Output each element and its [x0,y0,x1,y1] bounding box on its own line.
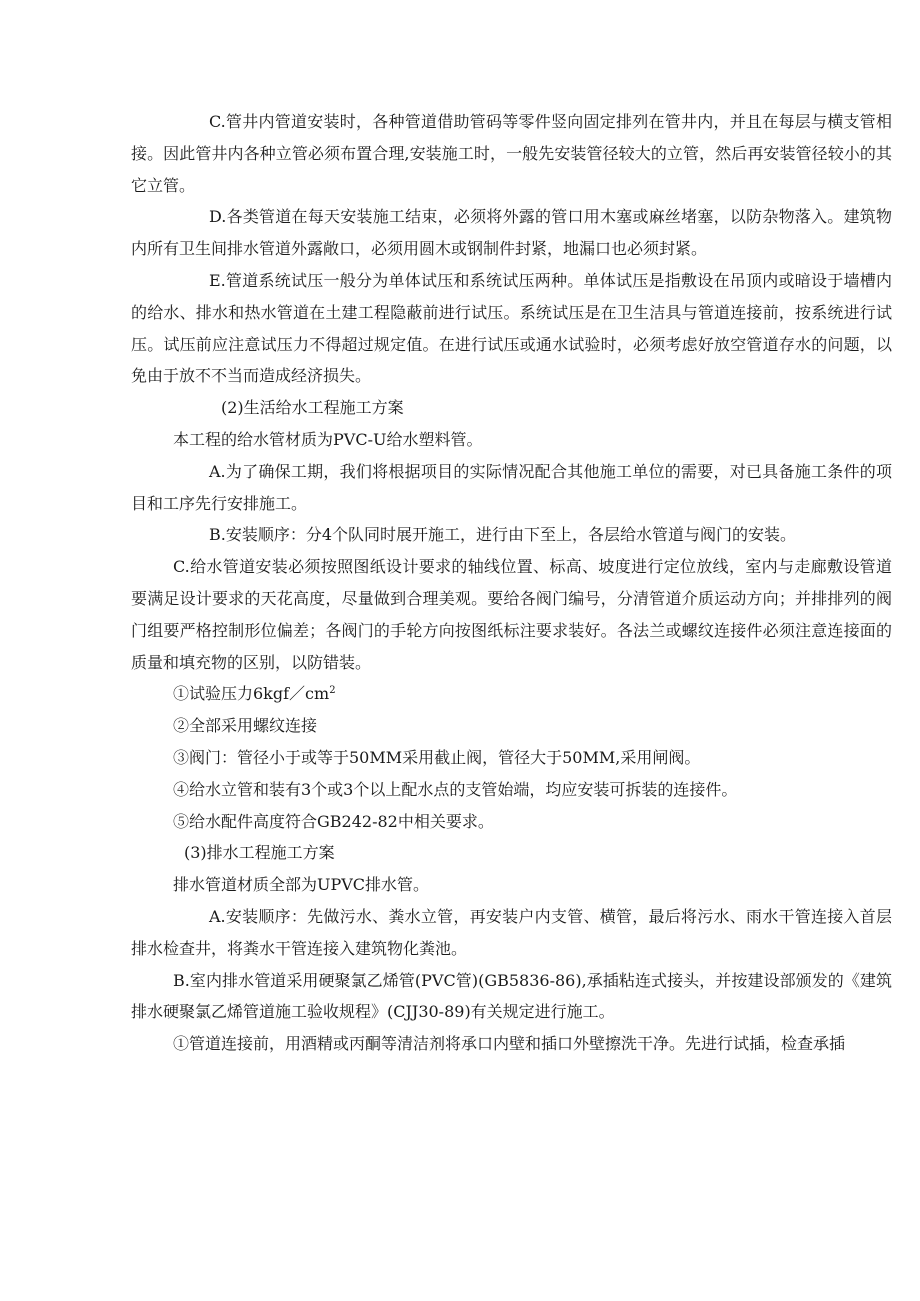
paragraph-d-pipe-sealing: D.各类管道在每天安装施工结束，必须将外露的管口用木塞或麻丝堵塞，以防杂物落入。建筑物内所有卫生间排水管道外露敞口，必须用圆木或钢制件封紧，地漏口也必须封紧。 [131,207,892,259]
paragraph-supply-material: 本工程的给水管材质为PVC-U给水塑料管。 [173,429,483,449]
paragraph-c-shaft-pipes: C.管井内管道安装时，各种管道借助管码等零件竖向固定排列在管井内，并且在每层与横支管相接。因此管井内各种立管必须布置合理,安装施工时，一般先安装管径较大的立管，然后再安装管径较小的其它立管。 [131,112,892,195]
paragraph-e-pressure-test: E.管道系统试压一般分为单体试压和系统试压两种。单体试压是指敷设在吊顶内或暗设于墙槽内的给水、排水和热水管道在土建工程隐蔽前进行试压。系统试压是在卫生洁具与管道连接前，按系统进行试压。试压前应注意试压力不得超过规定值。在进行试压或通水试验时，必须考虑好放空管道存水的问题，以免由于放不不当而造成经济损失。 [131,270,892,386]
paragraph-drain-material: 排水管道材质全部为UPVC排水管。 [173,875,430,895]
paragraph-b-pvc-pipe: B.室内排水管道采用硬聚氯乙烯管(PVC管)(GB5836-86),承插粘连式接头，并按建设部颁发的《建筑排水硬聚氯乙烯管道施工验收规程》(CJJ30-89)有关规定进行施工。 [131,970,892,1022]
list-item-connectors: ④给水立管和装有3个或3个以上配水点的支管始端，均应安装可拆装的连接件。 [173,779,738,799]
paragraph-a-schedule: A.为了确保工期，我们将根据项目的实际情况配合其他施工单位的需要，对已具备施工条件的项目和工序先行安排施工。 [131,461,892,513]
paragraph-pipe-cleaning: ①管道连接前，用酒精或丙酮等清洁剂将承口内壁和插口外壁擦洗干净。先进行试插，检查承插 [173,1034,846,1054]
superscript-exponent: 2 [329,685,336,697]
list-item-test-pressure [131,678,892,710]
section-heading-water-supply: (2)生活给水工程施工方案 [221,398,404,418]
paragraph-c-supply-layout: C.给水管道安装必须按照图纸设计要求的轴线位置、标高、坡度进行定位放线，室内与走廊敷设管道要满足设计要求的天花高度，尽量做到合理美观。要给各阀门编号，分清管道介质运动方向；并排排列的阀门组要严格控制形位偏差；各阀门的手轮方向按图纸标注要求装好。各法兰或螺纹连接件必须注意连接面的质量和填充物的区别，以防错装。 [131,557,892,672]
paragraph-a-drain-order: A.安装顺序：先做污水、粪水立管，再安装户内支管、横管，最后将污水、雨水干管连接入首层排水检查井，将粪水干管连接入建筑物化粪池。 [131,906,892,958]
list-item-threaded: ②全部采用螺纹连接 [173,716,318,736]
list-item-valves: ③阀门：管径小于或等于50MM采用截止阀，管径大于50MM,采用闸阀。 [173,747,701,767]
section-heading-drainage: (3)排水工程施工方案 [184,843,335,863]
list-item-fitting-height: ⑤给水配件高度符合GB242-82中相关要求。 [173,811,494,831]
list-item-text: ①试验压力6kgf／cm [173,684,330,704]
paragraph-b-install-order: B.安装顺序：分4个队同时展开施工，进行由下至上，各层给水管道与阀门的安装。 [209,525,797,545]
